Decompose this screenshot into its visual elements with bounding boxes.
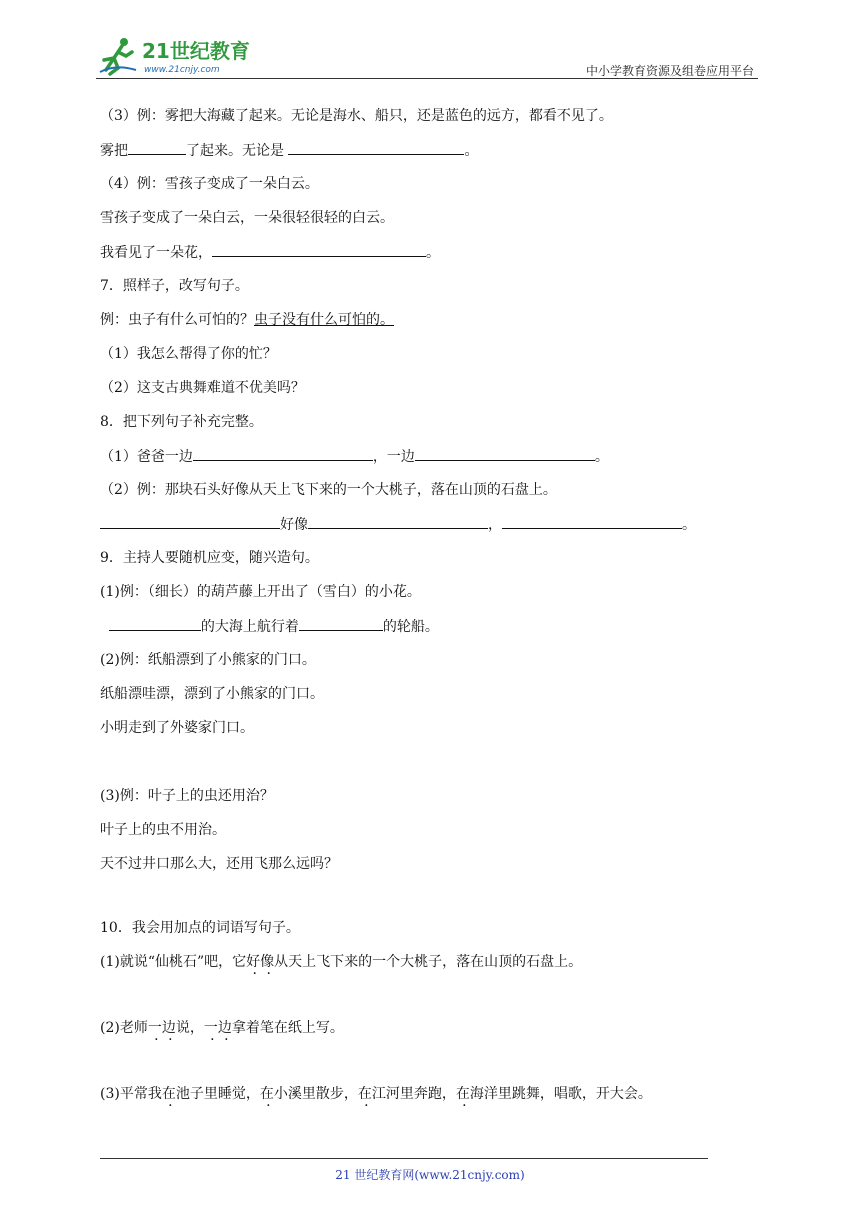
footer-divider bbox=[100, 1158, 708, 1159]
q9-item2-example: (2)例：纸船漂到了小熊家的门口。 bbox=[100, 652, 316, 668]
dotted-word: 像 bbox=[260, 954, 275, 970]
q9-item1-example: (1)例：（细长）的葫芦藤上开出了（雪白）的小花。 bbox=[100, 584, 421, 600]
footer-link[interactable]: 21 世纪教育网(www.21cnjy.com) bbox=[335, 1168, 525, 1182]
q10-item1: (1)就说“仙桃石”吧，它好像从天上飞下来的一个大桃子，落在山顶的石盘上。 bbox=[100, 954, 583, 970]
q6-s4-fill: 我看见了一朵花， 。 bbox=[100, 242, 440, 263]
page-header bbox=[0, 0, 860, 80]
q6-s4-example: （4）例：雪孩子变成了一朵白云。 bbox=[100, 176, 319, 192]
dotted-word: 边 bbox=[217, 1020, 232, 1036]
q7-item1: （1）我怎么帮得了你的忙？ bbox=[100, 346, 277, 362]
svg-text:21世纪教育: 21世纪教育 bbox=[142, 39, 250, 63]
q9-title: 9．主持人要随机应变，随兴造句。 bbox=[100, 550, 319, 566]
dotted-word: 一 bbox=[147, 1020, 162, 1036]
svg-text:www.21cnjy.com: www.21cnjy.com bbox=[144, 65, 220, 75]
answer-blank[interactable] bbox=[193, 446, 373, 461]
answer-blank[interactable] bbox=[109, 616, 201, 631]
header-divider bbox=[96, 78, 758, 79]
q8-item1: （1）爸爸一边 ，一边 。 bbox=[100, 446, 609, 467]
q10-title: 10．我会用加点的词语写句子。 bbox=[100, 920, 300, 936]
answer-blank[interactable] bbox=[100, 514, 280, 529]
q6-s3-fill: 雾把 了起来。无论是 。 bbox=[100, 140, 478, 161]
q9-item3-prompt: 天不过井口那么大，还用飞那么远吗？ bbox=[100, 856, 338, 872]
answer-blank[interactable] bbox=[502, 514, 682, 529]
dotted-word: 好 bbox=[246, 954, 261, 970]
q9-item2-prompt: 小明走到了外婆家门口。 bbox=[100, 720, 254, 736]
dotted-word: 一 bbox=[203, 1020, 218, 1036]
q9-item3-line2: 叶子上的虫不用治。 bbox=[100, 822, 226, 838]
q10-item2: (2)老师一边说，一边拿着笔在纸上写。 bbox=[100, 1020, 344, 1036]
platform-name: 中小学教育资源及组卷应用平台 bbox=[585, 64, 754, 78]
dotted-word: 在 bbox=[259, 1086, 274, 1102]
q7-example: 例：虫子有什么可怕的？虫子没有什么可怕的。 bbox=[100, 312, 394, 328]
q6-s3-example: （3）例：雾把大海藏了起来。无论是海水、船只，还是蓝色的远方，都看不见了。 bbox=[100, 108, 613, 124]
answer-blank[interactable] bbox=[288, 140, 464, 155]
q6-s4-line2: 雪孩子变成了一朵白云，一朵很轻很轻的白云。 bbox=[100, 210, 394, 226]
q10-item3: (3)平常我在池子里睡觉，在小溪里散步，在江河里奔跑，在海洋里跳舞，唱歌，开大会。 bbox=[100, 1086, 652, 1102]
dotted-word: 在 bbox=[161, 1086, 176, 1102]
q8-title: 8．把下列句子补充完整。 bbox=[100, 414, 263, 430]
q9-item1-fill: 的大海上航行着 的轮船。 bbox=[100, 616, 439, 637]
example-answer: 虫子没有什么可怕的。 bbox=[254, 312, 394, 328]
answer-blank[interactable] bbox=[299, 616, 383, 631]
q9-item3-example: (3)例：叶子上的虫还用治？ bbox=[100, 788, 274, 804]
answer-blank[interactable] bbox=[308, 514, 488, 529]
q8-item2-fill: 好像 ， 。 bbox=[100, 514, 696, 535]
dotted-word: 在 bbox=[455, 1086, 470, 1102]
q7-title: 7．照样子，改写句子。 bbox=[100, 278, 249, 294]
dotted-word: 在 bbox=[357, 1086, 372, 1102]
q9-item2-line2: 纸船漂哇漂，漂到了小熊家的门口。 bbox=[100, 686, 324, 702]
q7-item2: （2）这支古典舞难道不优美吗？ bbox=[100, 380, 305, 396]
site-logo bbox=[96, 34, 266, 78]
answer-blank[interactable] bbox=[128, 140, 186, 155]
answer-blank[interactable] bbox=[415, 446, 595, 461]
q8-item2-example: （2）例：那块石头好像从天上飞下来的一个大桃子，落在山顶的石盘上。 bbox=[100, 482, 557, 498]
dotted-word: 边 bbox=[161, 1020, 176, 1036]
answer-blank[interactable] bbox=[212, 242, 426, 257]
runner-icon bbox=[100, 38, 136, 74]
